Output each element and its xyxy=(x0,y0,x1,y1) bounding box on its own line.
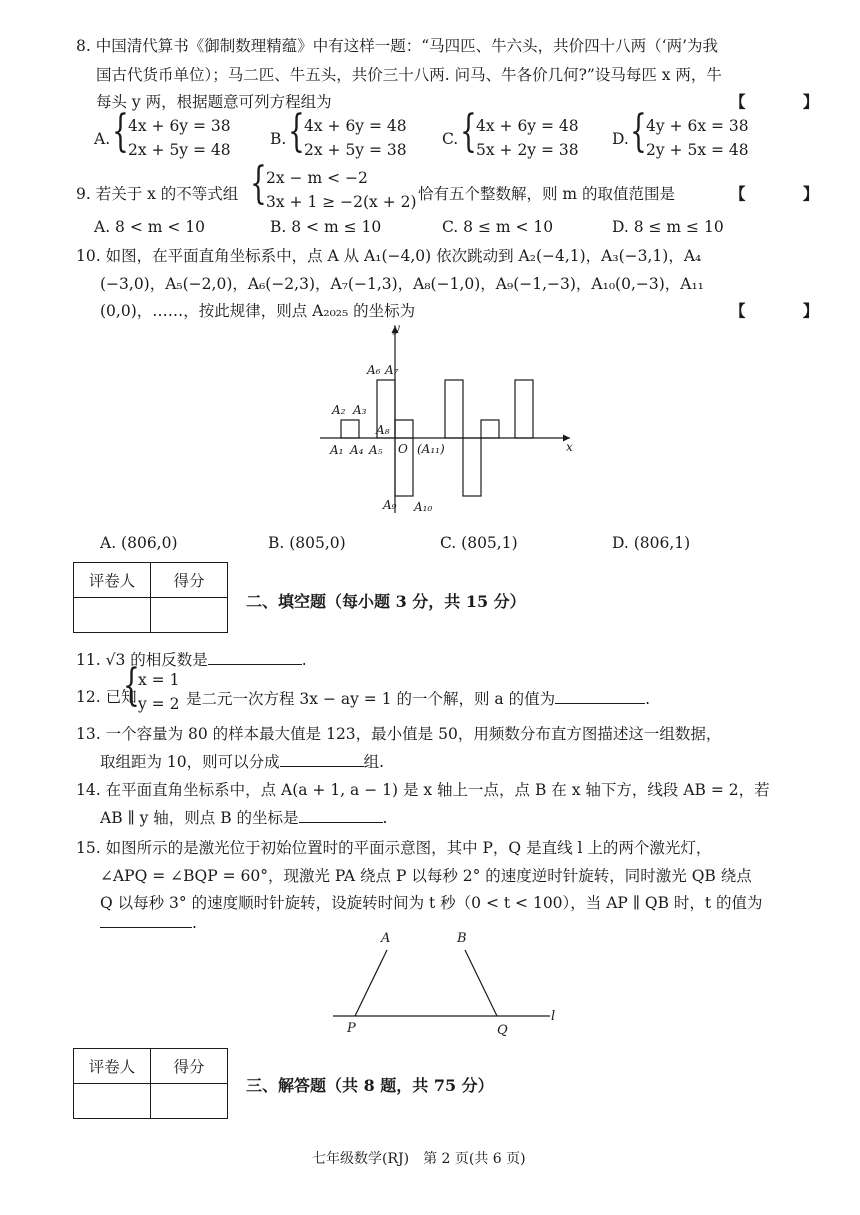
line-l-label: l xyxy=(551,1009,556,1024)
a6-label: A₆ xyxy=(367,363,381,377)
q10-line3: (0,0)，……，按此规律，则点 A₂₀₂₅ 的坐标为 xyxy=(100,302,416,320)
q15-laser-figure xyxy=(325,924,565,1044)
a10-label: A₁₀ xyxy=(414,500,433,514)
q9-answer-bracket: 【 】 xyxy=(730,184,845,203)
q8-line1: 8. 中国清代算书《御制数理精蕴》中有这样一题：“马四匹、牛六头，共价四十八两（‘两’为我 xyxy=(76,37,718,55)
q14-line1: 14. 在平面直角坐标系中，点 A(a + 1, a − 1) 是 x 轴上一点，点 B 在 x 轴下方，线段 AB = 2，若 xyxy=(76,781,770,799)
score-header: 得分 xyxy=(151,1049,228,1084)
q10-option-b: B. (805,0) xyxy=(268,534,346,552)
q12-answer-blank[interactable] xyxy=(555,685,645,704)
a11-label: (A₁₁) xyxy=(417,442,445,456)
a8-label: A₈ xyxy=(376,423,390,437)
origin-label: O xyxy=(398,442,408,456)
grader-cell[interactable] xyxy=(74,598,151,633)
q10-option-a: A. (806,0) xyxy=(100,534,178,552)
a1-label: A₁ xyxy=(330,443,344,457)
q9-option-a: A. 8 < m < 10 xyxy=(94,218,206,236)
q8-line2: 国古代货币单位）；马二匹、牛五头，共价三十八两. 问马、牛各价几何?”设马每匹 x 两，牛 xyxy=(96,66,722,84)
q13-line2: 取组距为 10，则可以分成 组. xyxy=(100,748,384,776)
laser-pa xyxy=(355,950,387,1016)
brace-symbol: { xyxy=(460,106,477,157)
q9-option-d: D. 8 ≤ m ≤ 10 xyxy=(612,218,724,236)
q12-body: 是二元一次方程 3x − ay = 1 的一个解，则 a 的值为 . xyxy=(186,685,650,709)
q9-suffix: 恰有五个整数解，则 m 的取值范围是 xyxy=(418,185,676,203)
q15-line3: Q 以每秒 3° 的速度顺时针旋转，设旋转时间为 t 秒（0 < t < 100），当 AP ∥ QB 时，t 的值为 xyxy=(100,894,763,912)
a4-label: A₄ xyxy=(350,443,364,457)
score-cell[interactable] xyxy=(151,598,228,633)
point-b-label: B xyxy=(457,931,467,946)
a2-label: A₂ xyxy=(332,403,346,417)
q15-answer-blank[interactable] xyxy=(100,909,192,928)
brace-symbol: { xyxy=(250,158,267,209)
grader-header: 评卷人 xyxy=(74,563,151,598)
a5-label: A₅ xyxy=(369,443,383,457)
score-table-section2 xyxy=(73,562,228,633)
score-table-section3 xyxy=(73,1048,228,1119)
section-2-heading: 二、填空题（每小题 3 分，共 15 分） xyxy=(246,592,526,611)
score-cell[interactable] xyxy=(151,1084,228,1119)
a7-label: A₇ xyxy=(385,363,399,377)
q10-line1: 10. 如图，在平面直角坐标系中，点 A 从 A₁(−4,0) 依次跳动到 A₂(−4,1)，A₃(−3,1)，A₄ xyxy=(76,247,702,265)
q15-line2: ∠APQ = ∠BQP = 60°，现激光 PA 绕点 P 以每秒 2° 的速度逆时针旋转，同时激光 QB 绕点 xyxy=(100,867,752,885)
q14-answer-blank[interactable] xyxy=(299,804,383,823)
q10-answer-bracket: 【 】 xyxy=(730,301,845,320)
brace-symbol: { xyxy=(630,106,647,157)
a9-label: A₉ xyxy=(383,498,397,512)
q11: 11. √3 的相反数是 . xyxy=(76,646,307,670)
section-3-heading: 三、解答题（共 8 题，共 75 分） xyxy=(246,1076,494,1095)
brace-symbol: { xyxy=(123,660,140,711)
q12-prefix: 12. 已知 xyxy=(76,688,137,706)
q10-option-d: D. (806,1) xyxy=(612,534,691,552)
brace-symbol: { xyxy=(288,106,305,157)
brace-symbol: { xyxy=(112,106,129,157)
q8-answer-bracket: 【 】 xyxy=(730,92,845,111)
q9-inequalities: 2x − m < −2 3x + 1 ≥ −2(x + 2) xyxy=(266,169,417,211)
q9-option-b: B. 8 < m ≤ 10 xyxy=(270,218,382,236)
x-axis-label: x xyxy=(566,440,573,454)
q10-coordinate-figure xyxy=(300,318,590,523)
q8-line3: 每头 y 两，根据题意可列方程组为 xyxy=(96,93,332,111)
q14-line2: AB ∥ y 轴，则点 B 的坐标是 . xyxy=(100,804,387,832)
q9-prefix: 9. 若关于 x 的不等式组 xyxy=(76,185,239,203)
y-axis-label: y xyxy=(393,321,400,335)
page-footer: 七年级数学(RJ) 第 2 页(共 6 页) xyxy=(312,1151,526,1167)
point-p-label: P xyxy=(347,1021,356,1036)
point-q-label: Q xyxy=(497,1023,508,1038)
q11-answer-blank[interactable] xyxy=(208,646,302,665)
score-header: 得分 xyxy=(151,563,228,598)
q10-line2: (−3,0)，A₅(−2,0)，A₆(−2,3)，A₇(−1,3)，A₈(−1,0)，A₉(−1,−3)，A₁₀(0,−3)，A₁₁ xyxy=(100,275,704,293)
grader-header: 评卷人 xyxy=(74,1049,151,1084)
grader-cell[interactable] xyxy=(74,1084,151,1119)
laser-qb xyxy=(465,950,497,1016)
q9-option-c: C. 8 ≤ m < 10 xyxy=(442,218,554,236)
q15-line1: 15. 如图所示的是激光位于初始位置时的平面示意图，其中 P，Q 是直线 l 上的两个激光灯， xyxy=(76,839,712,857)
q13-answer-blank[interactable] xyxy=(280,748,364,767)
q10-option-c: C. (805,1) xyxy=(440,534,518,552)
q13-line1: 13. 一个容量为 80 的样本最大值是 123，最小值是 50，用频数分布直方图描述这一组数据， xyxy=(76,725,722,743)
q15-line4: . xyxy=(100,909,197,937)
point-a-label: A xyxy=(381,931,391,946)
a3-label: A₃ xyxy=(353,403,367,417)
q12-system: x = 1 y = 2 xyxy=(138,671,180,713)
